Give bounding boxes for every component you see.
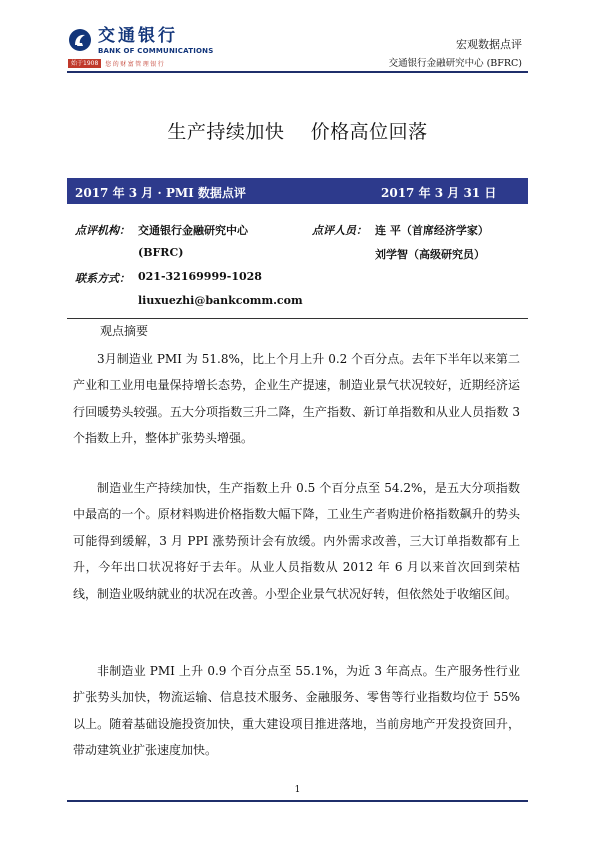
person-senior-researcher: 刘学智（高级研究员） [375,248,485,261]
section-divider [67,318,528,319]
org-value: 交通银行金融研究中心 [138,224,248,237]
people-label: 点评人员： [312,224,367,237]
report-type: 宏观数据点评 [456,38,522,51]
banner-report-name: 2017 年 3 月 · PMI 数据点评 [75,186,246,200]
logo-chinese-name: 交通银行 [98,26,178,46]
report-banner [67,178,528,204]
org-label: 点评机构： [75,224,130,237]
org-value-abbrev: (BFRC) [138,246,184,259]
banner-date: 2017 年 3 月 31 日 [381,186,497,200]
page-number: 1 [294,785,301,795]
logo-english-name: BANK OF COMMUNICATIONS [98,47,214,55]
logo-since-badge: 始于1908 [68,59,101,68]
footer-divider [67,800,528,802]
header-divider [67,71,528,73]
institute-name: 交通银行金融研究中心 (BFRC) [388,58,522,69]
contact-label: 联系方式： [75,272,130,285]
bank-logo-icon [68,28,92,52]
contact-phone: 021-32169999-1028 [138,270,262,283]
page-title: 生产持续加快 价格高位回落 [167,121,428,143]
contact-email[interactable]: liuxuezhi@bankcomm.com [138,294,303,307]
bank-logo [68,26,218,68]
summary-heading: 观点摘要 [100,324,149,338]
logo-slogan-text: 您的财富管理银行 [105,60,166,68]
paragraph-1: 3月制造业 PMI 为 51.8%，比上个月上升 0.2 个百分点。去年下半年以来第二产业和工业用电量保持增长态势，企业生产提速，制造业景气状况较好，近期经济运行回暖势头较强。五大分项指数三升二降，生产指数、新订单指数和从业人员指数 3 个指数上升，整体扩张势头增强。 [73,352,520,446]
logo-slogan [68,58,218,68]
paragraph-3: 非制造业 PMI 上升 0.9 个百分点至 55.1%，为近 3 年高点。生产服务性行业扩张势头加快，物流运输、信息技术服务、金融服务、零售等行业指数均位于 55%以上。随着基础设施投资加快，重大建设项目推进落地，当前房地产开发投资回升，带动建筑业扩张速度加快。 [73,664,520,758]
person-chief-economist: 连 平（首席经济学家） [375,224,489,237]
paragraph-2: 制造业生产持续加快，生产指数上升 0.5 个百分点至 54.2%，是五大分项指数中最高的一个。原材料购进价格指数大幅下降，工业生产者购进价格指数飙升的势头可能得到缓解，3 月 PPI 涨势预计会有放缓。内外需求改善，三大订单指数都有上升，今年出口状况将好于去年。从业人员指数从 2012 年 6 月以来首次回到荣枯线，制造业吸纳就业的状况在改善。小型企业景气状况好转，但依然处于收缩区间。 [73,481,520,601]
